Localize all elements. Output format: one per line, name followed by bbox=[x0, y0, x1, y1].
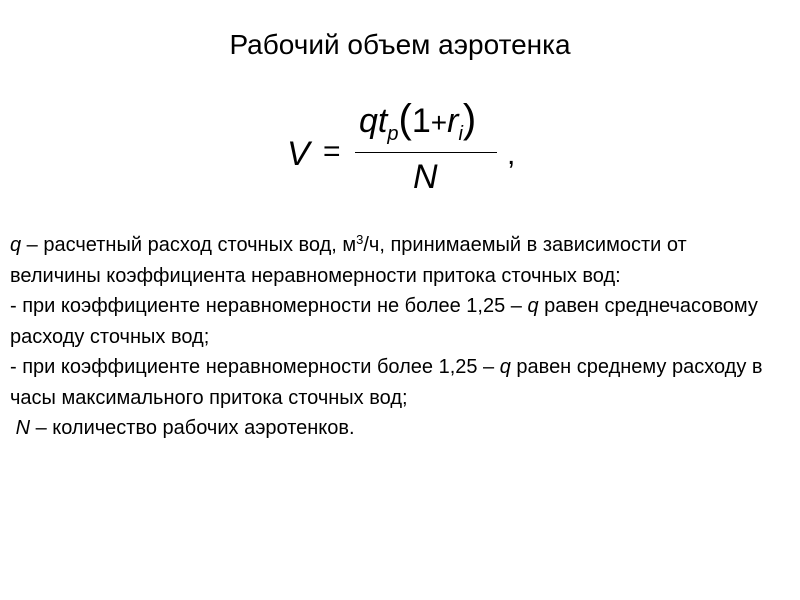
formula-lhs-v: V bbox=[287, 135, 310, 173]
q-definition-text-cont: /ч, принимаемый в зависимости от величины коэффициента неравномерности притока сточных вод: bbox=[10, 234, 687, 287]
formula-t-subscript: p bbox=[387, 123, 399, 145]
formula-r-subscript: i bbox=[458, 123, 463, 145]
formula-q: q bbox=[359, 102, 378, 140]
formula-r: r bbox=[447, 102, 459, 140]
formula-fraction-bar bbox=[355, 152, 497, 153]
slide-title: Рабочий объем аэротенка bbox=[229, 29, 571, 60]
unit-superscript: 3 bbox=[356, 232, 364, 247]
formula-one: 1 bbox=[411, 102, 431, 140]
description-paragraph-n bbox=[10, 413, 780, 444]
var-q: q bbox=[10, 234, 22, 256]
formula-equals-sign: = bbox=[323, 135, 341, 168]
formula-denominator: N bbox=[413, 158, 438, 196]
var-q: q bbox=[499, 356, 511, 378]
variable-description bbox=[10, 230, 780, 444]
formula-t: t bbox=[377, 102, 388, 140]
description-paragraph-high-coef bbox=[10, 352, 780, 413]
description-paragraph-low-coef bbox=[10, 291, 780, 352]
low-coef-text: - при коэффициенте неравномерности не более 1,25 – bbox=[10, 295, 528, 317]
q-definition-text: – расчетный расход сточных вод, м bbox=[21, 234, 357, 256]
var-q: q bbox=[527, 295, 539, 317]
formula-close-paren: ) bbox=[462, 97, 477, 141]
high-coef-tail: равен среднему расходу в часы максимального притока сточных вод; bbox=[10, 356, 763, 409]
var-n: N bbox=[15, 417, 31, 439]
description-paragraph-q bbox=[10, 230, 780, 291]
formula-numerator bbox=[359, 97, 476, 148]
formula-open-paren: ( bbox=[398, 97, 412, 141]
high-coef-text: - при коэффициенте неравномерности более 1,25 – bbox=[10, 356, 500, 378]
volume-formula bbox=[287, 95, 527, 205]
n-definition-text: – количество рабочих аэротенков. bbox=[30, 417, 355, 439]
low-coef-tail: равен среднечасовому расходу сточных вод; bbox=[10, 295, 758, 348]
formula-plus: + bbox=[430, 107, 448, 138]
formula-comma: , bbox=[507, 138, 516, 171]
